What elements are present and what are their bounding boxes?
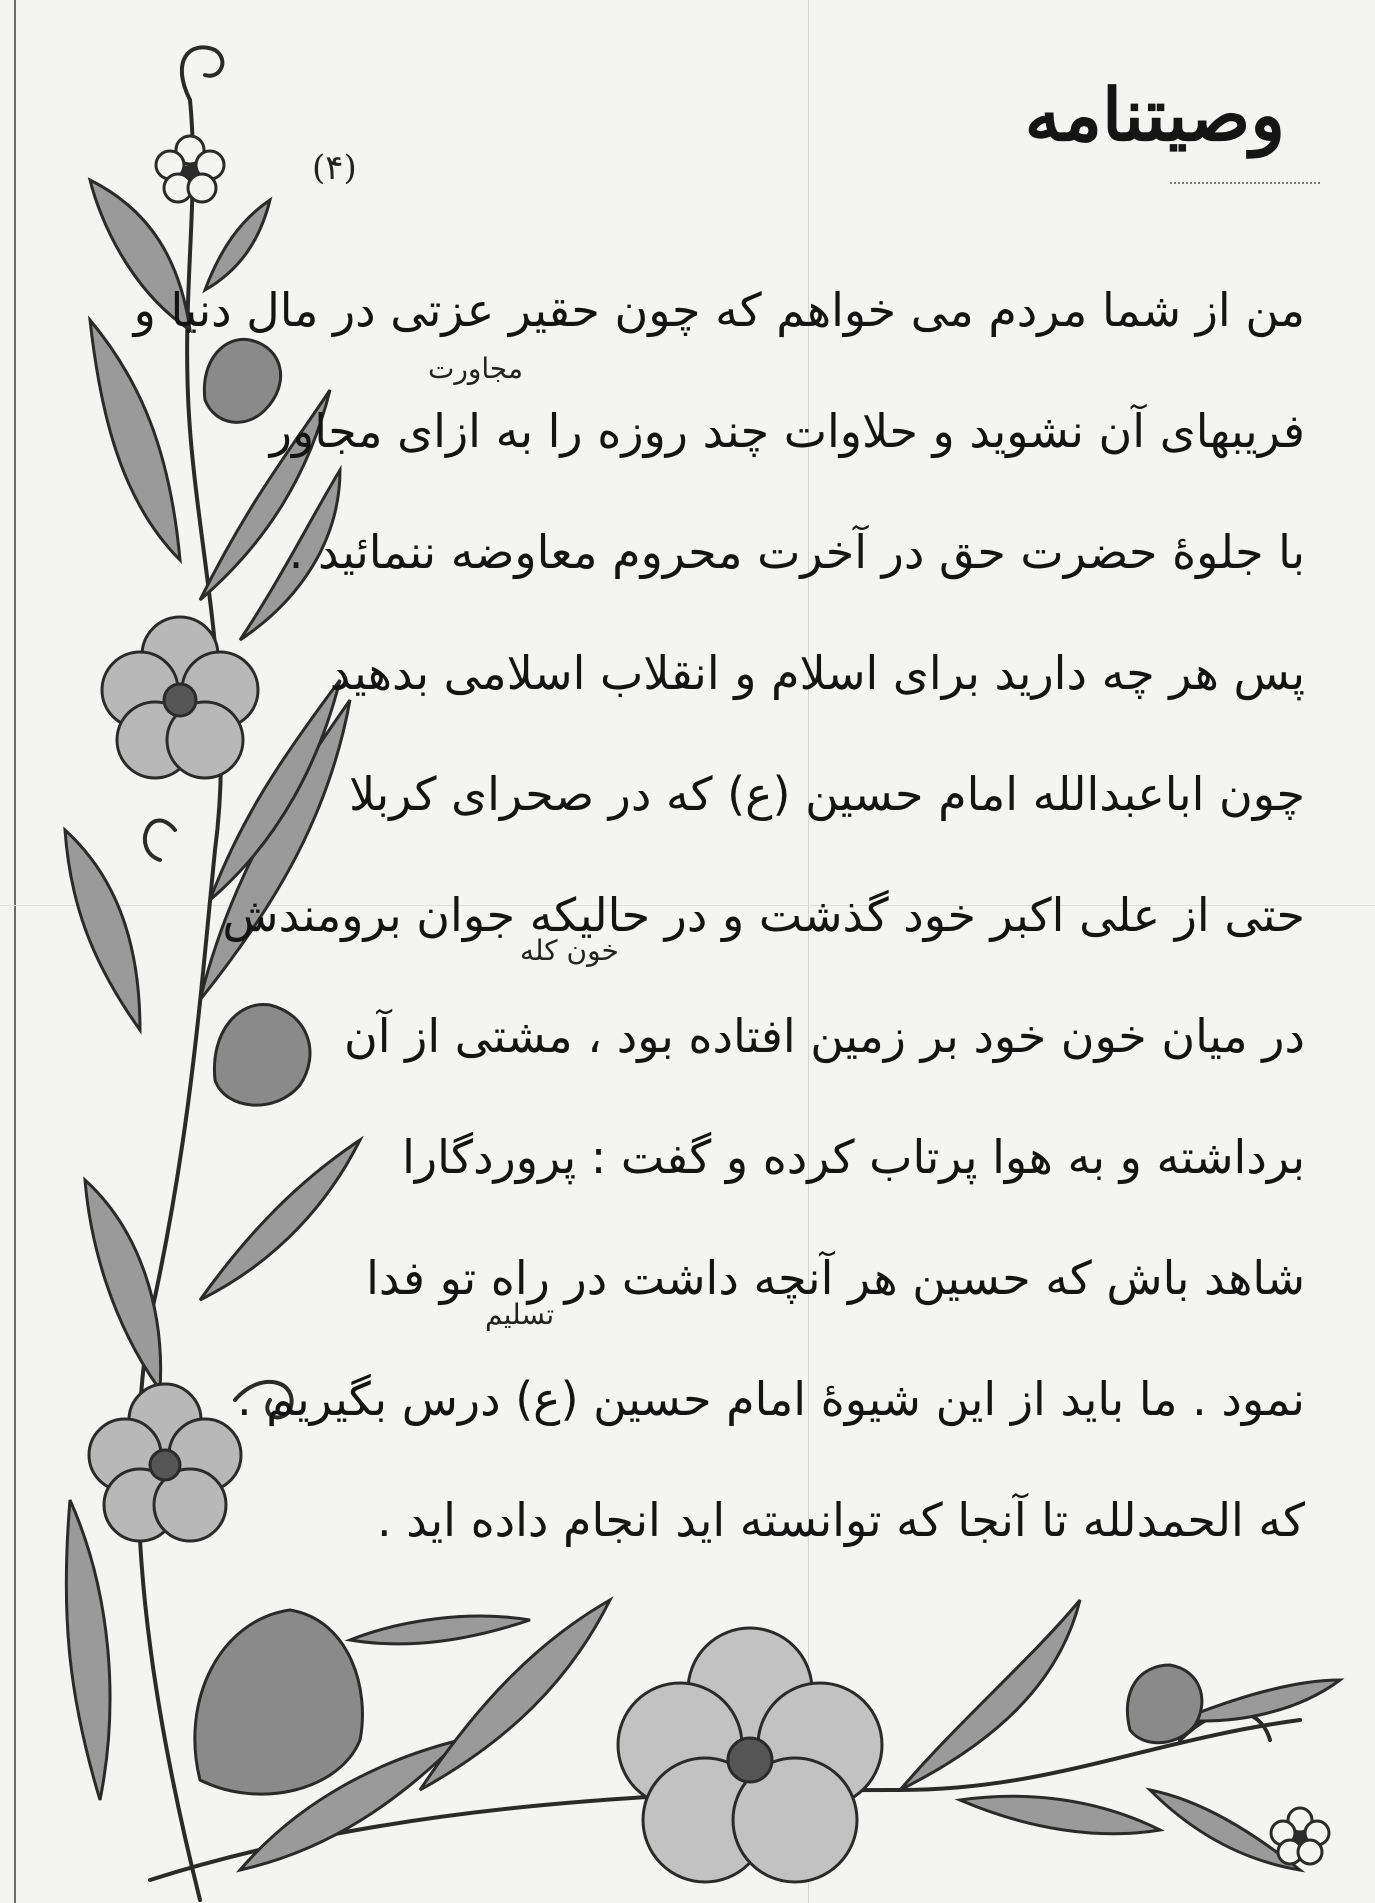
text-line-1: من از شما مردم می خواهم که چون حقیر عزتی در مال دنیا و xyxy=(133,283,1305,337)
handwritten-body xyxy=(133,250,1305,1581)
leaf xyxy=(960,1796,1160,1834)
text-line-4: پس هر چه دارید برای اسلام و انقلاب اسلامی بدهید xyxy=(329,646,1305,700)
text-line-2: فریبهای آن نشوید و حلاوات چند روزه را به ازای مجاور xyxy=(269,404,1305,458)
interlinear-note: خون کله xyxy=(520,934,619,967)
leaf xyxy=(200,1140,360,1300)
text-line-11: که الحمدلله تا آنجا که توانسته اید انجام داده اید . xyxy=(376,1493,1305,1547)
leaf xyxy=(66,1500,110,1800)
text-line-3: با جلوهٔ حضرت حق در آخرت محروم معاوضه ننمائید . xyxy=(288,525,1305,579)
tendril-top xyxy=(182,47,223,100)
leaf xyxy=(900,1600,1080,1790)
leaf xyxy=(350,1616,530,1644)
tendril-mid xyxy=(145,821,175,860)
text-line-8: برداشته و به هوا پرتاب کرده و گفت : پروردگارا xyxy=(402,1130,1305,1184)
bell-flower xyxy=(1127,1665,1201,1743)
interlinear-note: تسلیم xyxy=(485,1298,555,1331)
bell-flower xyxy=(214,1004,310,1105)
small-rosette-flower-bottom-right xyxy=(1271,1808,1329,1864)
text-line-9: شاهد باش که حسین هر آنچه داشت در راه تو فدا xyxy=(366,1251,1305,1305)
leaf xyxy=(1180,1680,1340,1721)
leaf xyxy=(85,1180,161,1390)
small-rosette-flower-top xyxy=(156,136,224,202)
text-line-5: چون اباعبدالله امام حسین (ع) که در صحرای کربلا xyxy=(348,767,1305,821)
text-line-7: در میان خون خود بر زمین افتاده بود ، مشتی از آن xyxy=(343,1009,1305,1063)
title-underline xyxy=(1170,182,1320,184)
rosette-flower-upper xyxy=(102,617,258,778)
bell-flower xyxy=(195,1610,363,1794)
text-line-6: حتی از علی اکبر خود گذشت و در حالیکه جوان برومندش xyxy=(222,888,1305,942)
page-number: (۴) xyxy=(312,148,357,188)
rosette-flower-lower xyxy=(89,1384,241,1541)
leaf xyxy=(65,830,140,1030)
interlinear-note: مجاورت xyxy=(428,352,524,385)
large-rosette-flower-bottom xyxy=(618,1628,882,1882)
text-line-10: نمود . ما باید از این شیوهٔ امام حسین (ع) درس بگیریم . xyxy=(236,1372,1305,1426)
document-title: وصیتنامه xyxy=(1024,72,1285,157)
